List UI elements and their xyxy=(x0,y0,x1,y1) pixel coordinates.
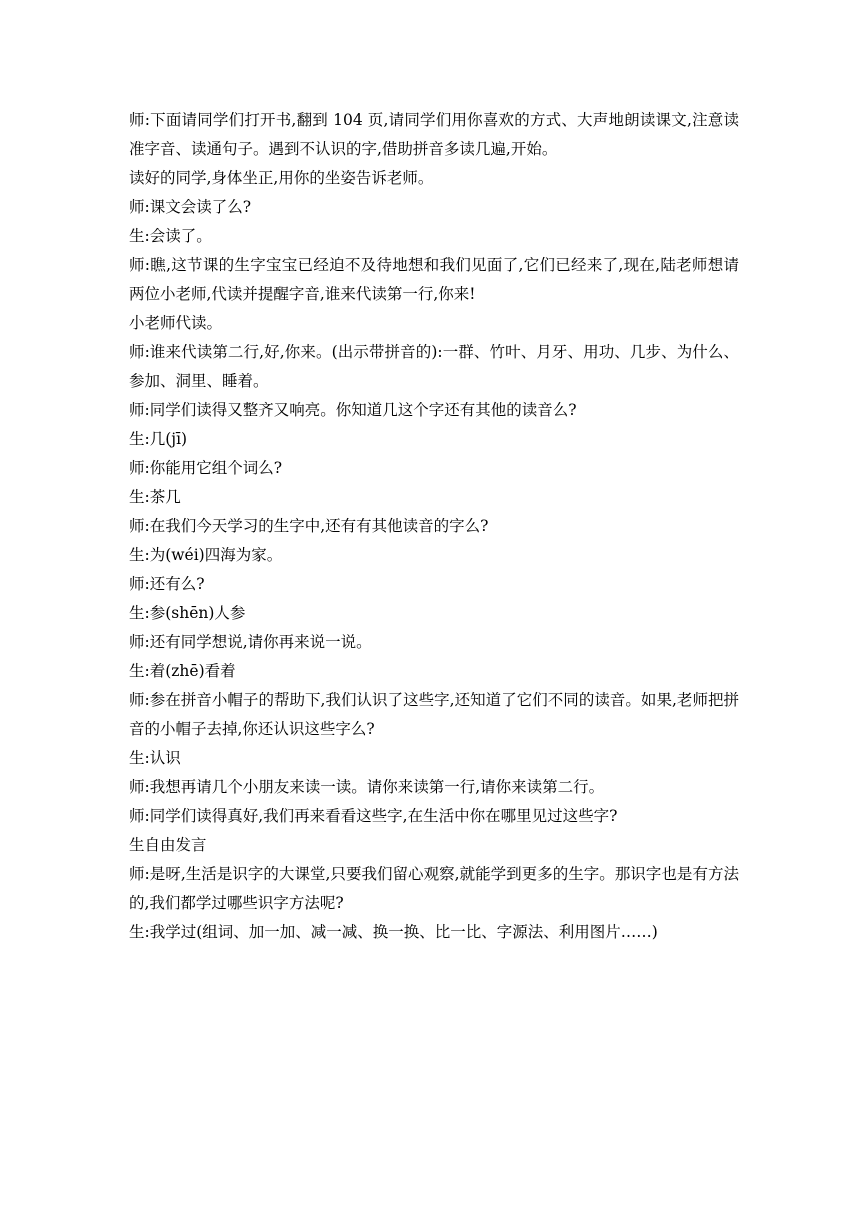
paragraph: 师:你能用它组个词么? xyxy=(129,459,283,477)
paragraph: 师:是呀,生活是识字的大课堂,只要我们留心观察,就能学到更多的生字。那识字也是有方法的,我们都学过哪些识字方法呢? xyxy=(129,865,739,912)
paragraph: 生:参(shēn)人参 xyxy=(129,604,246,622)
paragraph: 师:瞧,这节课的生字宝宝已经迫不及待地想和我们见面了,它们已经来了,现在,陆老师想请两位小老师,代读并提醒字音,谁来代读第一行,你来! xyxy=(129,256,739,303)
paragraph: 生:认识 xyxy=(129,749,181,767)
paragraph: 读好的同学,身体坐正,用你的坐姿告诉老师。 xyxy=(129,169,434,187)
paragraph: 师:还有么? xyxy=(129,575,205,593)
paragraph: 师:在我们今天学习的生字中,还有有其他读音的字么? xyxy=(129,517,489,535)
paragraph: 小老师代读。 xyxy=(129,314,223,332)
paragraph: 师:谁来代读第二行,好,你来。(出示带拼音的):一群、竹叶、月牙、用功、几步、为什么、参加、洞里、睡着。 xyxy=(129,343,739,390)
paragraph: 生:为(wéi)四海为家。 xyxy=(129,546,283,564)
paragraph: 生:着(zhē)看着 xyxy=(129,662,236,680)
paragraph: 师:还有同学想说,请你再来说一说。 xyxy=(129,633,372,651)
paragraph: 师:同学们读得真好,我们再来看看这些字,在生活中你在哪里见过这些字? xyxy=(129,807,618,825)
paragraph: 师:下面请同学们打开书,翻到 104 页,请同学们用你喜欢的方式、大声地朗读课文,注意读准字音、读通句子。遇到不认识的字,借助拼音多读几遍,开始。 xyxy=(129,111,739,158)
paragraph: 师:同学们读得又整齐又响亮。你知道几这个字还有其他的读音么? xyxy=(129,401,577,419)
paragraph: 生:我学过(组词、加一加、减一减、换一换、比一比、字源法、利用图片……) xyxy=(129,923,658,941)
paragraph: 生自由发言 xyxy=(129,836,207,854)
paragraph: 生:茶几 xyxy=(129,488,181,506)
document-body xyxy=(129,106,739,947)
paragraph: 师:参在拼音小帽子的帮助下,我们认识了这些字,还知道了它们不同的读音。如果,老师把拼音的小帽子去掉,你还认识这些字么? xyxy=(129,691,739,738)
paragraph: 师:课文会读了么? xyxy=(129,198,252,216)
paragraph: 生:几(jī) xyxy=(129,430,188,448)
paragraph: 师:我想再请几个小朋友来读一读。请你来读第一行,请你来读第二行。 xyxy=(129,778,605,796)
paragraph: 生:会读了。 xyxy=(129,227,212,245)
